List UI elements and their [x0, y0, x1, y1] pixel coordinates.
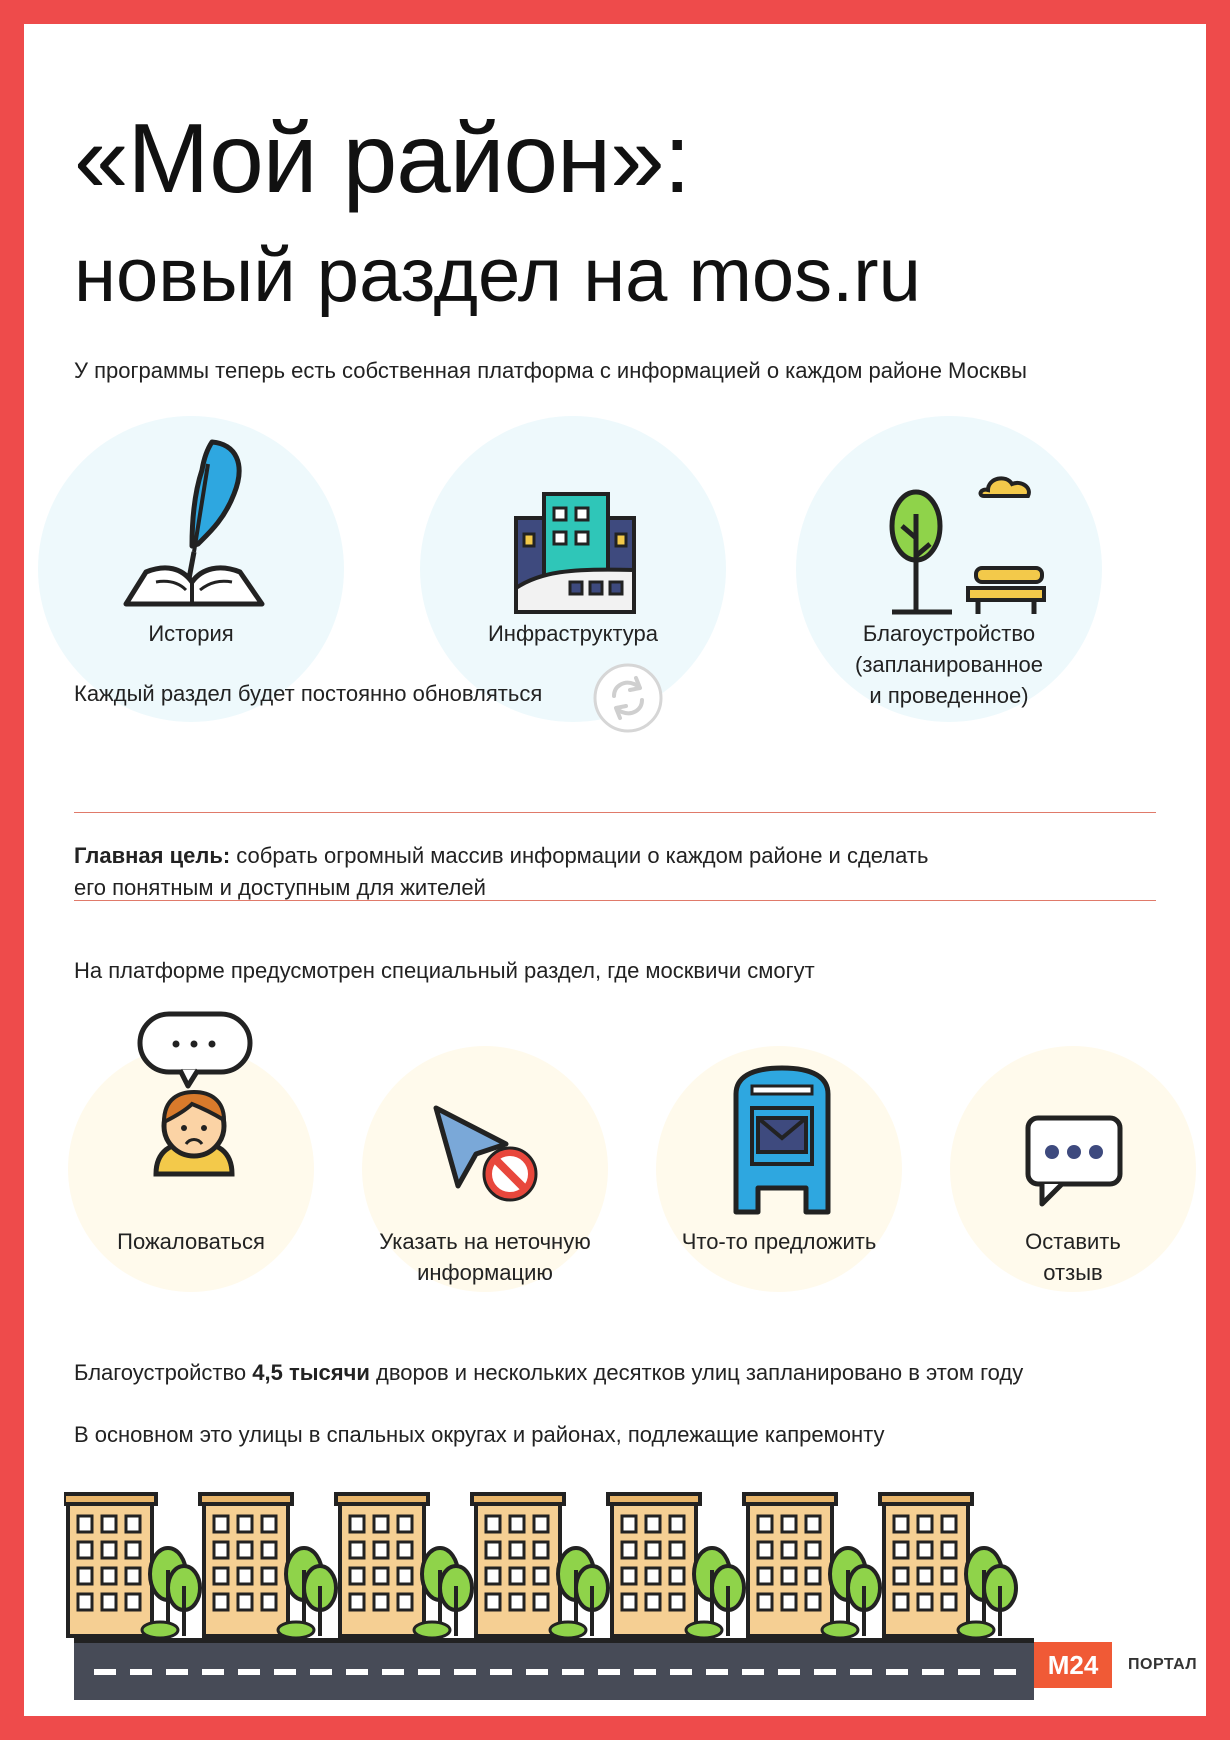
m24-logo: M24	[1034, 1642, 1112, 1688]
road	[74, 1638, 1034, 1700]
building-block-1	[64, 1494, 200, 1638]
building-block-5	[608, 1494, 744, 1638]
page-subtitle-title: новый раздел на mos.ru	[74, 233, 921, 318]
divider-bottom	[74, 900, 1156, 901]
stat-text: Благоустройство 4,5 тысячи дворов и нескольких десятков улиц запланировано в этом году	[74, 1360, 1024, 1385]
streets-note: В основном это улицы в спальных округах и районах, подлежащие капремонту	[74, 1422, 885, 1447]
section-infrastructure-label: Инфраструктура	[487, 621, 659, 646]
building-block-3	[336, 1494, 472, 1638]
quill-book-icon	[116, 434, 272, 610]
action-suggest-label: Что-то предложить	[681, 1229, 877, 1254]
action-report-inaccuracy-label: Указать на неточную информацию	[379, 1229, 591, 1285]
building-block-4	[472, 1494, 608, 1638]
chat-bubble-icon	[1024, 1114, 1124, 1208]
page-title: «Мой район»:	[74, 103, 690, 213]
complaining-person-icon	[136, 1010, 256, 1180]
actions-intro: На платформе предусмотрен специальный раздел, где москвичи смогут	[74, 958, 815, 983]
park-bench-icon	[882, 464, 1048, 616]
section-improvement-label: Благоустройство (запланированное и проведенное)	[855, 621, 1043, 708]
building-block-6	[744, 1494, 880, 1638]
action-feedback-label: Оставить отзыв	[1025, 1229, 1121, 1285]
portal-label: ПОРТАЛ	[1128, 1656, 1198, 1673]
buildings-row	[64, 1490, 1084, 1640]
infographic-page	[24, 24, 1206, 1716]
building-block-2	[200, 1494, 336, 1638]
cursor-forbidden-icon	[428, 1104, 540, 1202]
refresh-icon	[592, 662, 664, 734]
update-note: Каждый раздел будет постоянно обновляться	[74, 681, 543, 706]
section-history-label: История	[148, 621, 234, 646]
action-complain-label: Пожаловаться	[117, 1229, 265, 1254]
intro-text: У программы теперь есть собственная платформа с информацией о каждом районе Москвы	[74, 358, 1027, 383]
goal-text: Главная цель: собрать огромный массив информации о каждом районе и сделать его понятным и доступным для жителей	[74, 843, 929, 900]
divider-top	[74, 812, 1156, 813]
building-block-7	[880, 1494, 1016, 1638]
building-train-icon	[510, 488, 640, 616]
mailbox-icon	[730, 1064, 834, 1216]
